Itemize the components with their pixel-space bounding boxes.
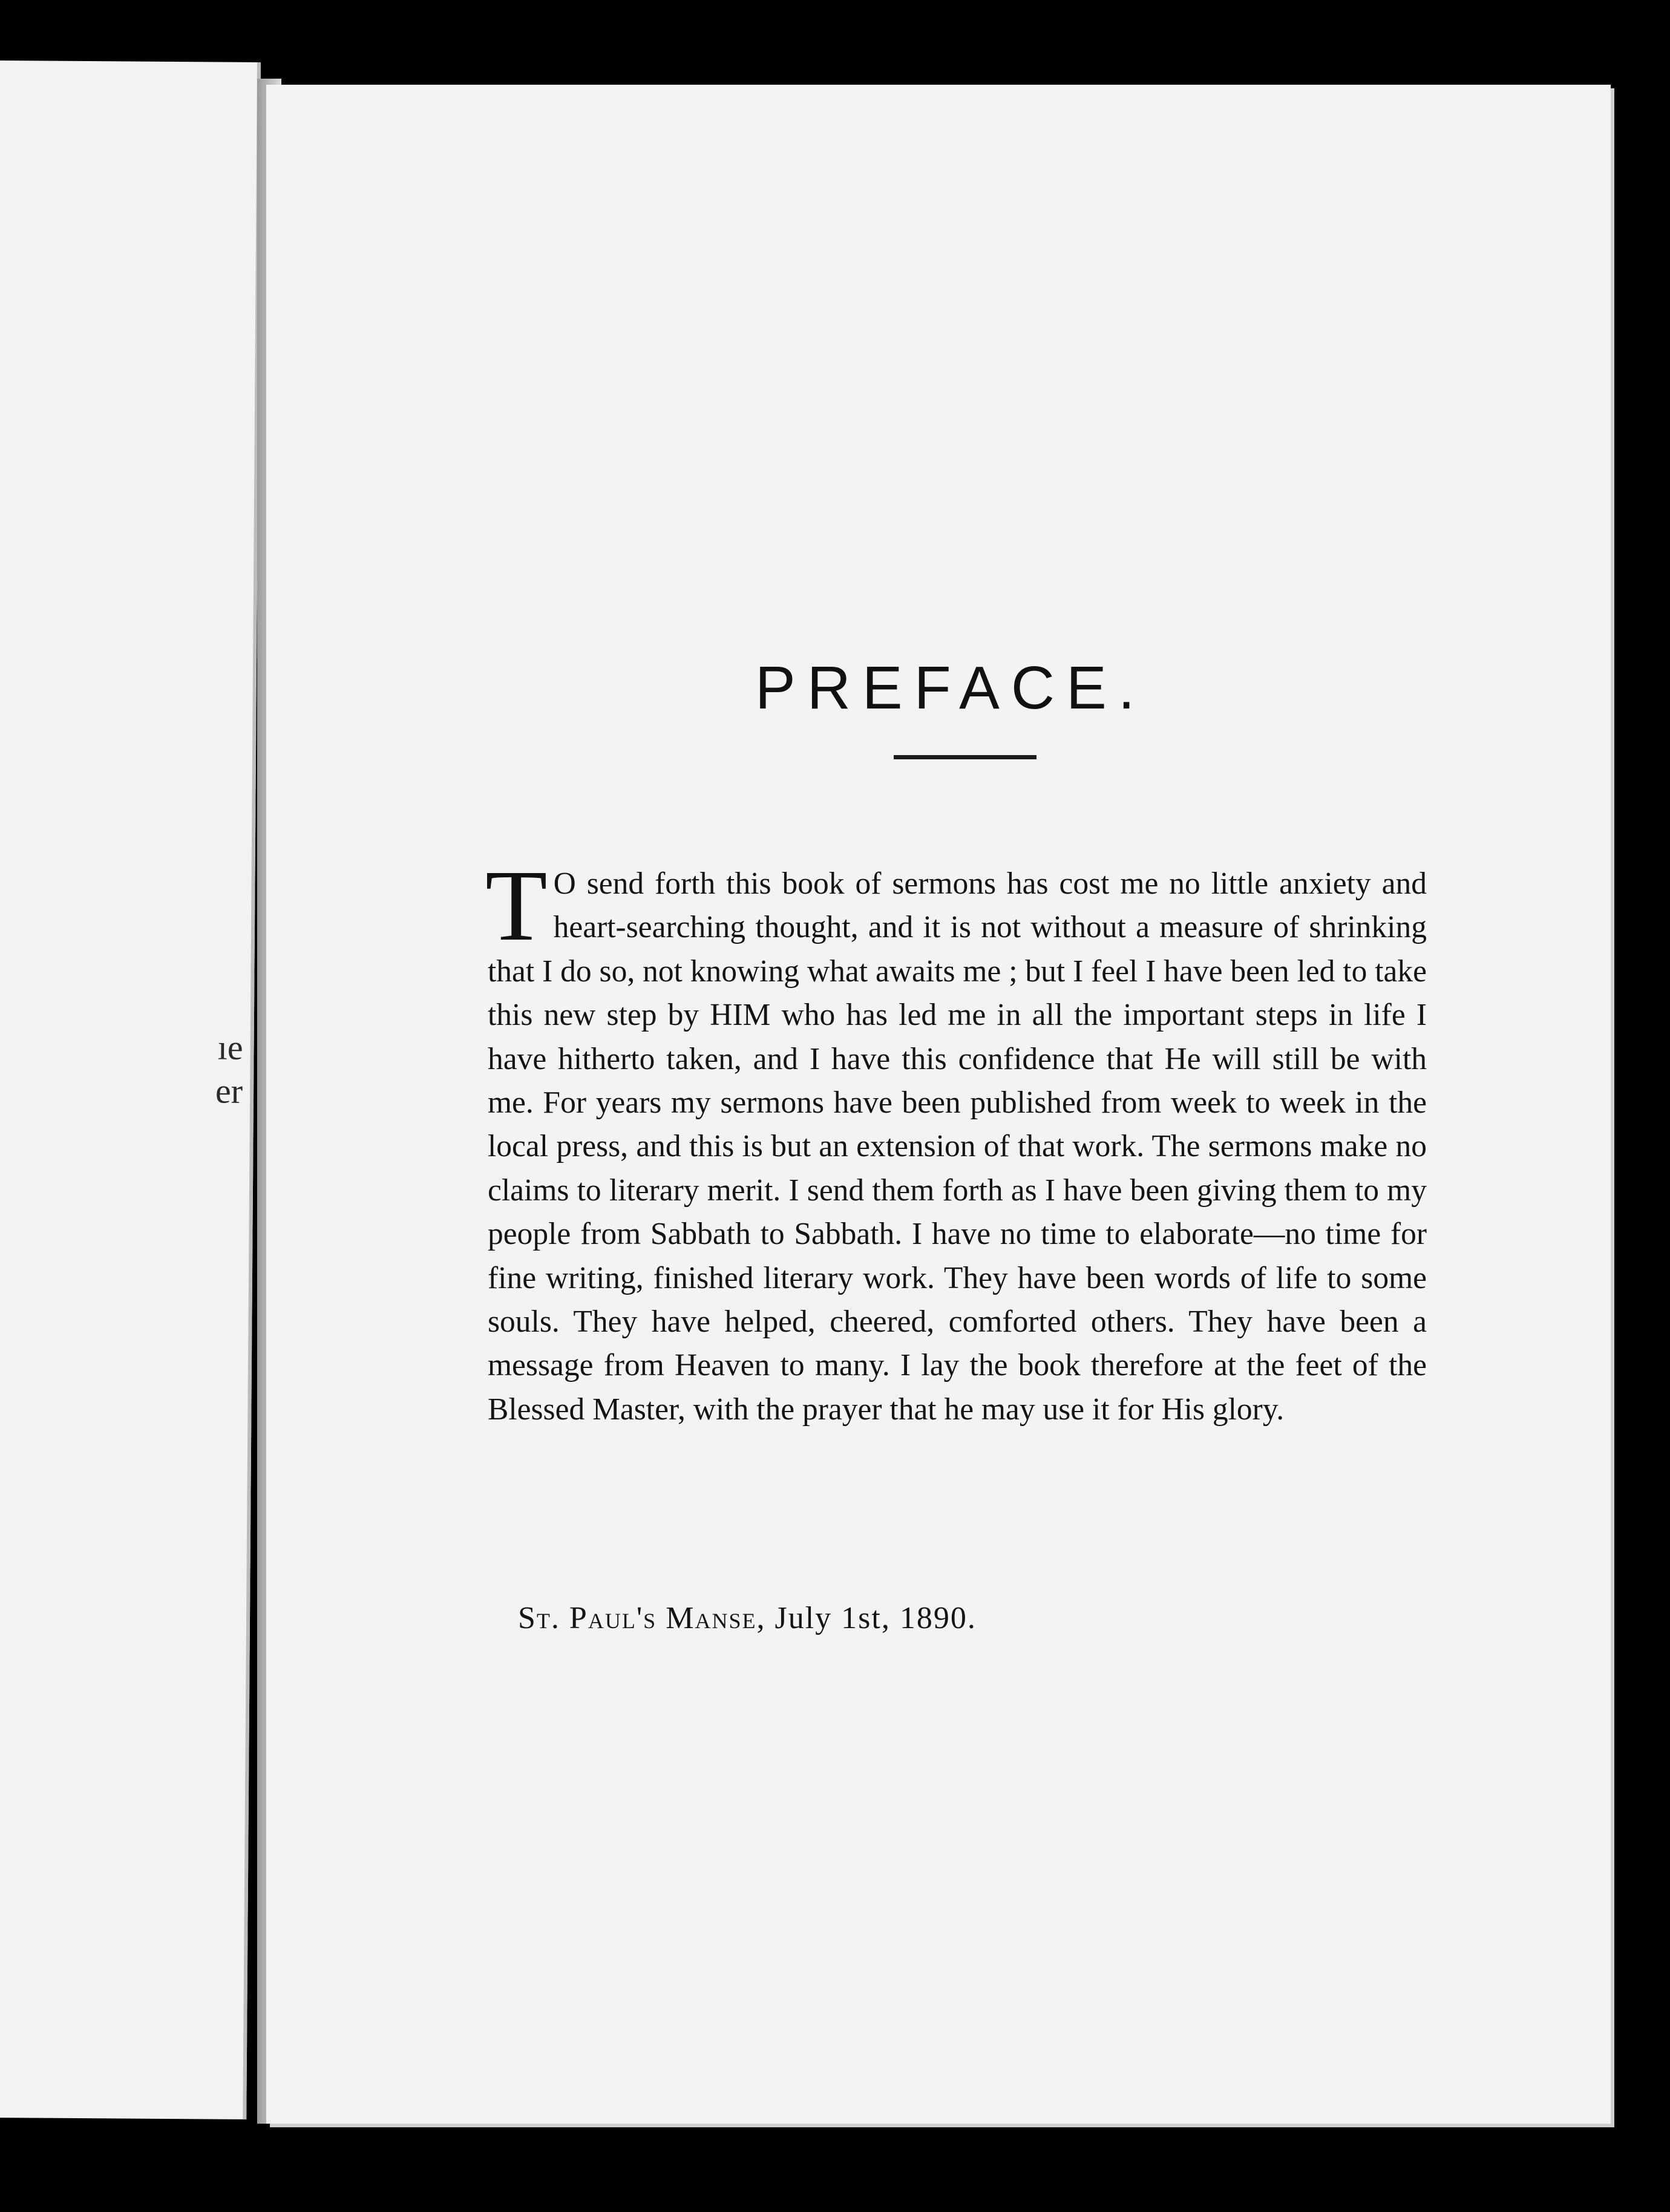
title-rule: [894, 755, 1036, 759]
preface-body: [485, 849, 1427, 1432]
right-page: [266, 85, 1611, 2124]
signature-place: St. Paul's Manse,: [518, 1601, 766, 1635]
left-page: [0, 61, 261, 2119]
page-title: PREFACE.: [755, 654, 1147, 722]
left-page-fragment: er: [215, 1071, 243, 1111]
drop-cap: T: [485, 849, 548, 962]
left-page-fragment: ıe: [217, 1027, 243, 1067]
signature-date: July 1st, 1890.: [774, 1601, 977, 1635]
signature: [518, 1600, 977, 1636]
preface-body-text: O send forth this book of sermons has cost me no little anxiety and heart-searching thought, and it is not without a measure of shrinking that I do so, not knowing what awaits me ; but I feel I have been led to take this new step by HIM who has led me in all the important steps in life I have hitherto taken, and I have this confidence that He will still be with me. For years my sermons have been published from week to week in the local press, and this is but an extension of that work. The sermons make no claims to literary merit. I send them forth as I have been giving them to my people from Sabbath to Sabbath. I have no time to elaborate—no time for fine writing, finished literary work. They have been words of life to some souls. They have helped, cheered, comforted others. They have been a message from Heaven to many. I lay the book therefore at the feet of the Blessed Master, with the prayer that he may use it for His glory.: [488, 866, 1427, 1427]
